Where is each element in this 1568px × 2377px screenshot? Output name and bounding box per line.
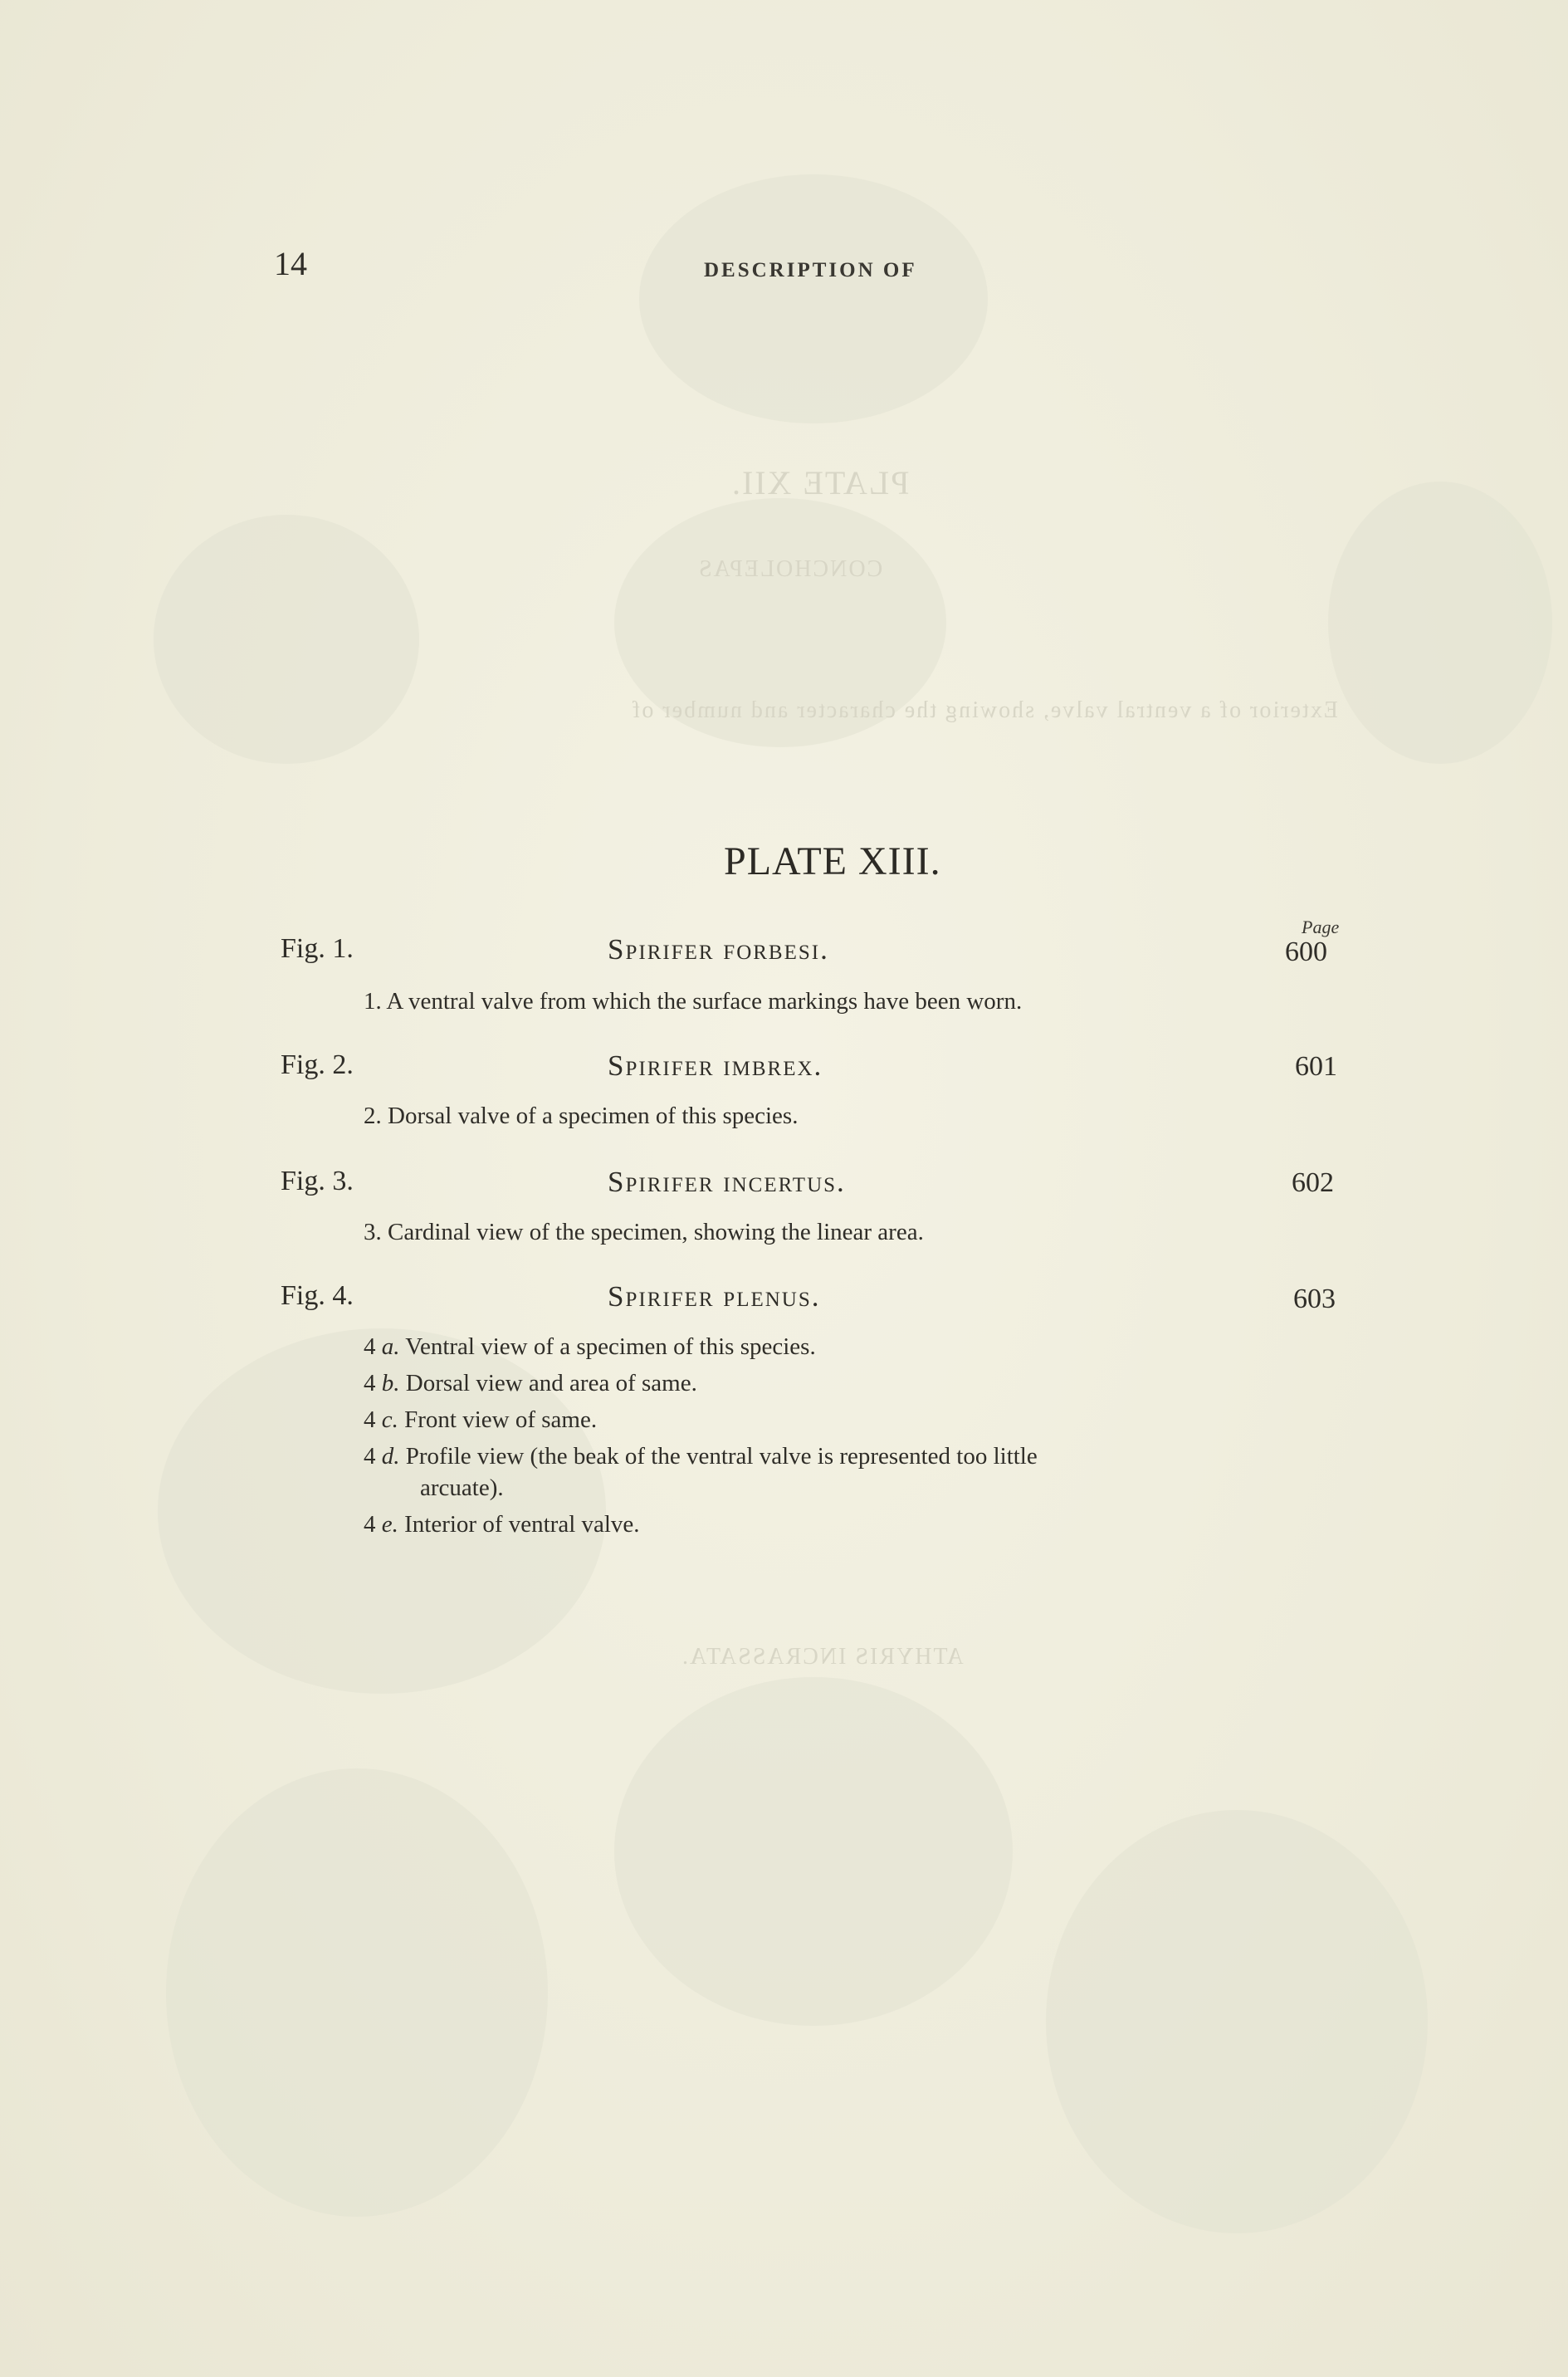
caption-text: Ventral view of a specimen of this species.	[405, 1333, 816, 1360]
caption-subletter: a.	[381, 1333, 400, 1360]
caption-text: Interior of ventral valve.	[404, 1511, 640, 1538]
caption-subletter: c.	[381, 1406, 398, 1433]
species-name: Spirifer plenus.	[608, 1280, 821, 1313]
caption-line	[364, 1219, 924, 1246]
caption-number: 4	[364, 1333, 376, 1360]
caption-line	[364, 1333, 816, 1361]
show-through-shape	[1046, 1810, 1428, 2233]
page-column-label: Page	[1302, 917, 1340, 937]
caption-number: 1.	[364, 988, 382, 1015]
running-head: DESCRIPTION OF	[704, 259, 917, 281]
plate-title: PLATE XIII.	[724, 839, 941, 883]
figure-label: Fig. 1.	[281, 933, 354, 964]
caption-number: 4	[364, 1511, 376, 1538]
show-through-line: CONCHOLEPAS	[697, 556, 883, 582]
caption-number: 2.	[364, 1103, 382, 1129]
caption-subletter: d.	[381, 1443, 400, 1470]
page-reference: 600	[1285, 937, 1327, 967]
show-through-shape	[166, 1768, 548, 2217]
show-through-line: ATHYRIS INCRASSATA.	[681, 1644, 964, 1670]
figure-label: Fig. 3.	[281, 1166, 354, 1196]
caption-text: Dorsal view and area of same.	[405, 1370, 697, 1396]
caption-text: A ventral valve from which the surface markings have been worn.	[386, 988, 1023, 1015]
caption-line	[364, 1370, 697, 1397]
show-through-shape	[614, 1677, 1013, 2026]
species-name: Spirifer forbesi.	[608, 933, 829, 966]
page-number: 14	[274, 245, 307, 282]
caption-text: Dorsal valve of a specimen of this species.	[388, 1103, 799, 1129]
caption-line	[364, 1443, 1038, 1470]
caption-number: 4	[364, 1370, 376, 1396]
species-name: Spirifer imbrex.	[608, 1049, 823, 1082]
figure-label: Fig. 2.	[281, 1049, 354, 1080]
caption-line	[364, 988, 1022, 1015]
caption-number: 4	[364, 1443, 376, 1470]
page-reference: 601	[1295, 1051, 1337, 1082]
species-name: Spirifer incertus.	[608, 1166, 846, 1198]
caption-number: 4	[364, 1406, 376, 1433]
show-through-line: Exterior of a ventral valve, showing the character and number of	[631, 697, 1338, 723]
caption-text: Cardinal view of the specimen, showing the linear area.	[388, 1219, 924, 1245]
caption-text: Profile view (the beak of the ventral valve is represented too little	[405, 1443, 1038, 1470]
caption-text: Front view of same.	[404, 1406, 598, 1433]
show-through-shape	[154, 515, 419, 764]
caption-line	[364, 1103, 798, 1130]
caption-line	[364, 1511, 640, 1538]
caption-subletter: b.	[381, 1370, 400, 1396]
caption-subletter: e.	[381, 1511, 398, 1538]
show-through-shape	[1328, 482, 1552, 764]
page-reference: 602	[1292, 1167, 1334, 1198]
caption-line	[364, 1406, 597, 1434]
figure-label: Fig. 4.	[281, 1280, 354, 1311]
caption-number: 3.	[364, 1219, 382, 1245]
show-through-shape	[639, 174, 988, 423]
page-reference: 603	[1293, 1284, 1336, 1314]
caption-continuation: arcuate).	[420, 1475, 504, 1501]
show-through-heading: PLATE XII.	[730, 464, 910, 501]
